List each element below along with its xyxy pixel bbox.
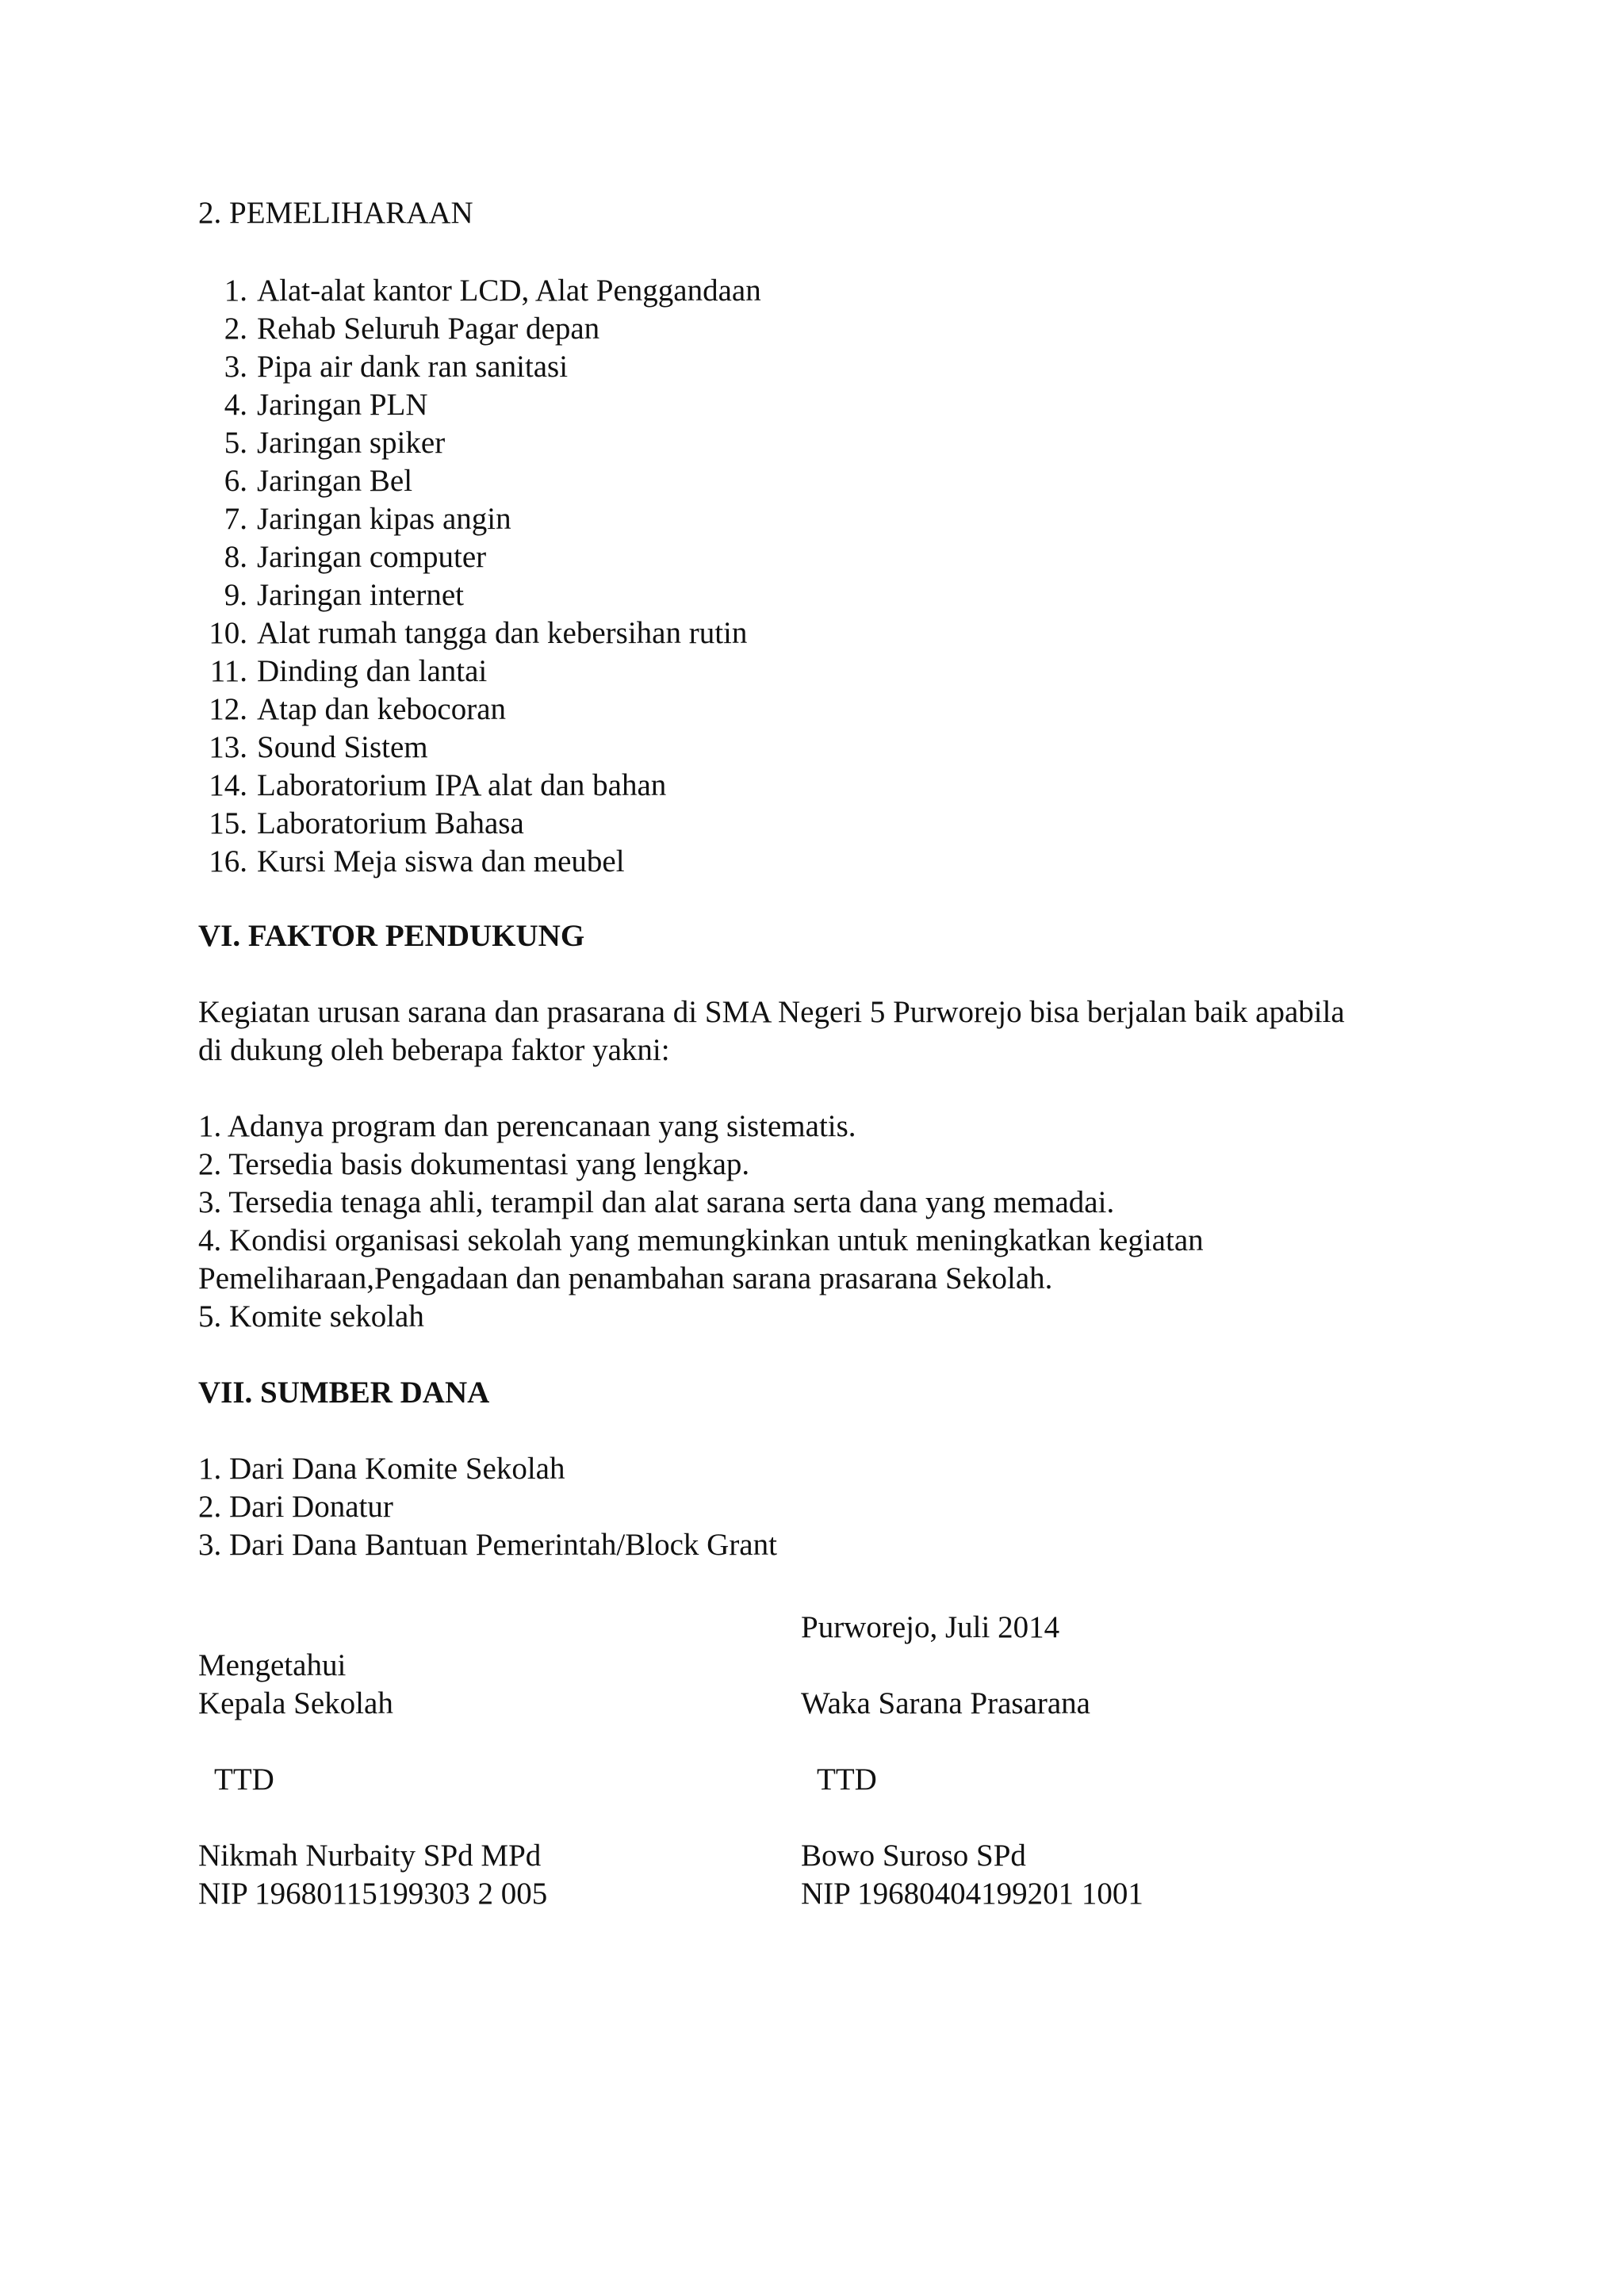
list-item-text: Laboratorium Bahasa bbox=[257, 806, 524, 840]
list-item: 2. Dari Donatur bbox=[198, 1490, 393, 1524]
list-item-text: Laboratorium IPA alat dan bahan bbox=[257, 768, 667, 802]
list-item-text: Jaringan kipas angin bbox=[257, 502, 511, 536]
list-item-text: Jaringan computer bbox=[257, 540, 487, 574]
list-item-number: 14. bbox=[209, 768, 247, 802]
list-item-text: Kursi Meja siswa dan meubel bbox=[257, 844, 625, 878]
signature-left-know: Mengetahui bbox=[198, 1648, 347, 1682]
list-item-number: 2. bbox=[224, 312, 247, 346]
list-item-number: 15. bbox=[209, 806, 247, 840]
list-item: 3. Tersedia tenaga ahli, terampil dan alat sarana serta dana yang memadai. bbox=[198, 1185, 1115, 1219]
signature-left-ttd: TTD bbox=[214, 1762, 274, 1797]
signature-left-nip: NIP 19680115199303 2 005 bbox=[198, 1877, 548, 1911]
signature-right-role: Waka Sarana Prasarana bbox=[801, 1686, 1090, 1720]
list-item-text: Jaringan internet bbox=[257, 578, 464, 612]
list-item: 4. Kondisi organisasi sekolah yang memungkinkan untuk meningkatkan kegiatan bbox=[198, 1223, 1204, 1257]
list-item-number: 1. bbox=[224, 274, 247, 308]
list-item-text: Alat-alat kantor LCD, Alat Penggandaan bbox=[257, 274, 761, 308]
faktor-intro-line2: di dukung oleh beberapa faktor yakni: bbox=[198, 1033, 670, 1067]
signature-right-name: Bowo Suroso SPd bbox=[801, 1839, 1026, 1873]
list-item: 1. Adanya program dan perencanaan yang sistematis. bbox=[198, 1109, 856, 1143]
list-item bbox=[198, 844, 625, 880]
list-item-number: 11. bbox=[209, 654, 247, 688]
signature-right-nip: NIP 19680404199201 1001 bbox=[801, 1877, 1143, 1911]
list-item bbox=[198, 691, 506, 728]
list-item-number: 9. bbox=[224, 578, 247, 612]
list-item-number: 13. bbox=[209, 730, 247, 764]
list-item-number: 6. bbox=[224, 464, 247, 498]
signature-right-ttd: TTD bbox=[817, 1762, 877, 1797]
list-item-text: Rehab Seluruh Pagar depan bbox=[257, 312, 600, 346]
list-item-text: Alat rumah tangga dan kebersihan rutin bbox=[257, 616, 748, 650]
list-item bbox=[198, 501, 511, 538]
faktor-intro-line1: Kegiatan urusan sarana dan prasarana di SMA Negeri 5 Purworejo bisa berjalan baik apabila bbox=[198, 995, 1345, 1029]
list-item bbox=[198, 577, 464, 614]
dana-heading: VII. SUMBER DANA bbox=[198, 1376, 490, 1410]
list-item: 5. Komite sekolah bbox=[198, 1299, 424, 1334]
list-item: 1. Dari Dana Komite Sekolah bbox=[198, 1452, 565, 1486]
list-item-text: Atap dan kebocoran bbox=[257, 692, 507, 726]
list-item bbox=[198, 539, 486, 576]
pemeliharaan-title: 2. PEMELIHARAAN bbox=[198, 196, 473, 230]
list-item bbox=[198, 463, 412, 499]
list-item-text: Jaringan Bel bbox=[257, 464, 413, 498]
list-item-text: Sound Sistem bbox=[257, 730, 428, 764]
list-item-text: Jaringan spiker bbox=[257, 426, 446, 460]
list-item-text: Dinding dan lantai bbox=[257, 654, 488, 688]
list-item-number: 4. bbox=[224, 388, 247, 422]
list-item bbox=[198, 387, 428, 423]
list-item-number: 3. bbox=[224, 350, 247, 384]
place-date: Purworejo, Juli 2014 bbox=[801, 1610, 1060, 1644]
list-item bbox=[198, 615, 747, 652]
list-item-number: 10. bbox=[209, 616, 247, 650]
list-item bbox=[198, 273, 761, 309]
list-item bbox=[198, 729, 428, 766]
list-item-number: 12. bbox=[209, 692, 247, 726]
list-item bbox=[198, 425, 445, 461]
list-item bbox=[198, 767, 666, 804]
list-item-number: 16. bbox=[209, 844, 247, 878]
signature-left-role: Kepala Sekolah bbox=[198, 1686, 393, 1720]
list-item bbox=[198, 311, 599, 347]
faktor-heading: VI. FAKTOR PENDUKUNG bbox=[198, 919, 585, 953]
list-item bbox=[198, 653, 487, 690]
list-item bbox=[198, 806, 524, 842]
list-item-number: 7. bbox=[224, 502, 247, 536]
list-item bbox=[198, 349, 568, 385]
list-item: 2. Tersedia basis dokumentasi yang lengkap. bbox=[198, 1147, 750, 1181]
list-item-continuation: Pemeliharaan,Pengadaan dan penambahan sarana prasarana Sekolah. bbox=[198, 1261, 1053, 1295]
list-item-number: 8. bbox=[224, 540, 247, 574]
list-item: 3. Dari Dana Bantuan Pemerintah/Block Grant bbox=[198, 1528, 777, 1562]
list-item-text: Pipa air dank ran sanitasi bbox=[257, 350, 569, 384]
signature-left-name: Nikmah Nurbaity SPd MPd bbox=[198, 1839, 542, 1873]
list-item-text: Jaringan PLN bbox=[257, 388, 428, 422]
list-item-number: 5. bbox=[224, 426, 247, 460]
